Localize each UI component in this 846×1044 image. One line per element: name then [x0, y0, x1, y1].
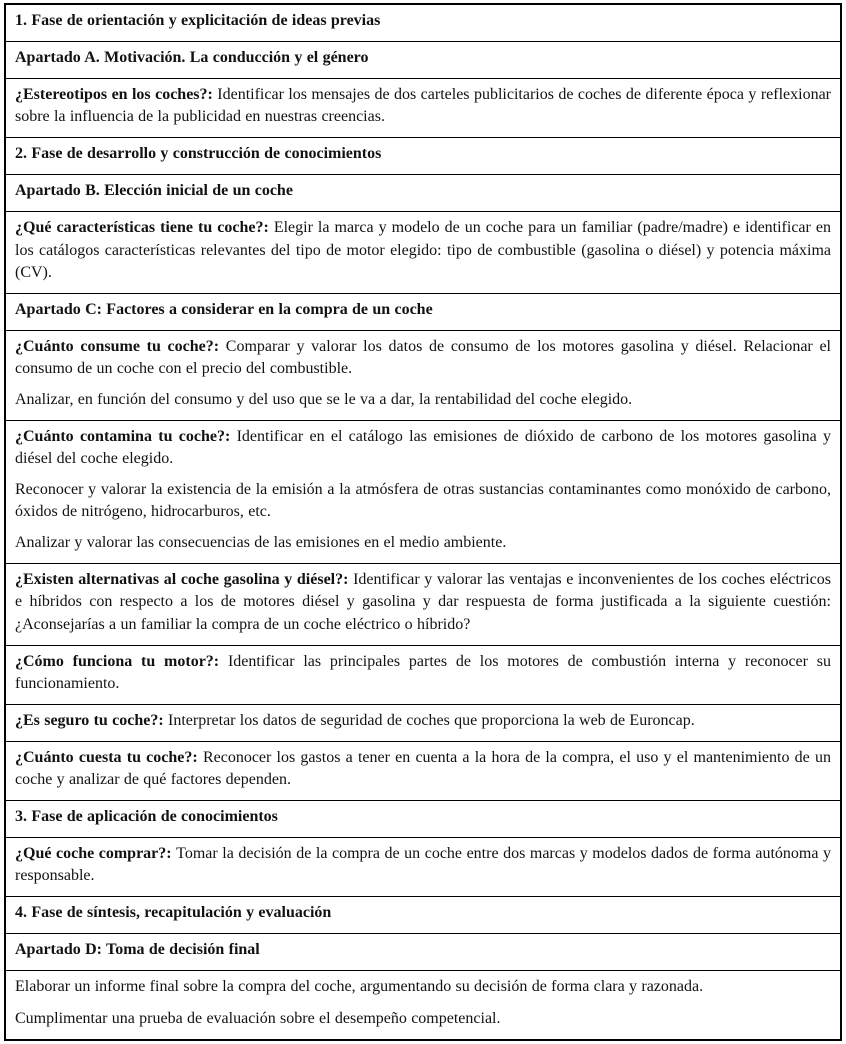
phase-header-cell: 1. Fase de orientación y explicitación de ideas previas	[5, 4, 841, 42]
table-row	[5, 934, 841, 971]
activity-title: ¿Es seguro tu coche?:	[15, 711, 168, 729]
activity-paragraph: Analizar y valorar las consecuencias de las emisiones en el medio ambiente.	[15, 534, 507, 552]
activity-paragraph: ¿Qué características tiene tu coche?: Elegir la marca y modelo de un coche para un familiar (padre/madre) e identificar en los catálogos características relevantes del tipo de motor elegido: tipo de combustible (gasolina o diésel) y potencia máxima (CV).	[15, 219, 831, 281]
activity-paragraph: ¿Qué coche comprar?: Tomar la decisión de la compra de un coche entre dos marcas y modelos dados de forma autónoma y responsable.	[15, 845, 831, 885]
activity-paragraph: ¿Cómo funciona tu motor?: Identificar las principales partes de los motores de combustión interna y reconocer su funcionamiento.	[15, 652, 832, 692]
activity-paragraph: ¿Cuánto consume tu coche?: Comparar y valorar los datos de consumo de los motores gasolina y diésel. Relacionar el consumo de un coche con el precio del combustible.	[15, 337, 831, 377]
section-header-cell: Apartado B. Elección inicial de un coche	[5, 175, 841, 212]
activity-cell	[5, 330, 841, 420]
section-header-cell: Apartado A. Motivación. La conducción y el género	[5, 42, 841, 79]
activity-title: ¿Cómo funciona tu motor?:	[15, 652, 228, 670]
table-row	[5, 138, 841, 175]
table-body	[5, 4, 841, 1040]
activity-paragraph: Analizar, en función del consumo y del uso que se le va a dar, la rentabilidad del coche elegido.	[15, 390, 633, 408]
activity-paragraph: Reconocer y valorar la existencia de la emisión a la atmósfera de otras sustancias contaminantes como monóxido de carbono, óxidos de nitrógeno, hidrocarburos, etc.	[15, 481, 831, 521]
activity-title: ¿Cuánto contamina tu coche?:	[15, 428, 237, 446]
activity-cell	[5, 212, 841, 293]
activity-title: ¿Qué características tiene tu coche?:	[15, 219, 274, 237]
phase-header-cell: 3. Fase de aplicación de conocimientos	[5, 801, 841, 838]
table-row	[5, 4, 841, 42]
activity-paragraph: ¿Estereotipos en los coches?: Identificar los mensajes de dos carteles publicitarios de coches de diferente época y reflexionar sobre la influencia de la publicidad en nuestras creencias.	[15, 86, 831, 126]
activity-cell	[5, 971, 841, 1040]
section-header-cell: Apartado D: Toma de decisión final	[5, 934, 841, 971]
activity-cell	[5, 741, 841, 800]
activity-cell	[5, 79, 841, 138]
activity-cell	[5, 704, 841, 741]
activity-cell	[5, 645, 841, 704]
table-row	[5, 704, 841, 741]
activity-paragraph: ¿Existen alternativas al coche gasolina y diésel?: Identificar y valorar las ventajas e inconvenientes de los coches eléctricos e híbridos con respecto a los de motores diésel y gasolina y dar respuesta de forma justificada a la siguiente cuestión: ¿Aconsejarías a un familiar la compra de un coche eléctrico o híbrido?	[15, 571, 832, 633]
activity-paragraph: ¿Es seguro tu coche?: Interpretar los datos de seguridad de coches que proporciona la web de Euroncap.	[15, 711, 695, 729]
table-row	[5, 838, 841, 897]
table-row	[5, 293, 841, 330]
activity-title: ¿Estereotipos en los coches?:	[15, 86, 218, 104]
activity-paragraph: ¿Cuánto cuesta tu coche?: Reconocer los gastos a tener en cuenta a la hora de la compra, el uso y el mantenimiento de un coche y analizar de qué factores dependen.	[15, 748, 831, 788]
activity-title: ¿Existen alternativas al coche gasolina y diésel?:	[15, 571, 354, 589]
activity-paragraph: Elaborar un informe final sobre la compra del coche, argumentando su decisión de forma clara y razonada.	[15, 978, 704, 996]
table-row	[5, 175, 841, 212]
activity-paragraph: ¿Cuánto contamina tu coche?: Identificar en el catálogo las emisiones de dióxido de carbono de los motores gasolina y diésel del coche elegido.	[15, 428, 831, 468]
table-row	[5, 564, 841, 645]
teaching-sequence-table	[4, 3, 842, 1041]
activity-title: ¿Cuánto consume tu coche?:	[15, 337, 226, 355]
table-row	[5, 79, 841, 138]
activity-title: ¿Qué coche comprar?:	[15, 845, 177, 863]
table-row	[5, 971, 841, 1040]
table-row	[5, 741, 841, 800]
phase-header-cell: 4. Fase de síntesis, recapitulación y evaluación	[5, 897, 841, 934]
table-row	[5, 897, 841, 934]
activity-cell	[5, 564, 841, 645]
section-header-cell: Apartado C: Factores a considerar en la compra de un coche	[5, 293, 841, 330]
activity-title: ¿Cuánto cuesta tu coche?:	[15, 748, 203, 766]
activity-cell	[5, 421, 841, 564]
activity-paragraph: Cumplimentar una prueba de evaluación sobre el desempeño competencial.	[15, 1009, 501, 1027]
table-row	[5, 42, 841, 79]
table-row	[5, 421, 841, 564]
table-row	[5, 645, 841, 704]
phase-header-cell: 2. Fase de desarrollo y construcción de conocimientos	[5, 138, 841, 175]
table-row	[5, 330, 841, 420]
activity-cell	[5, 838, 841, 897]
table-row	[5, 212, 841, 293]
table-row	[5, 801, 841, 838]
